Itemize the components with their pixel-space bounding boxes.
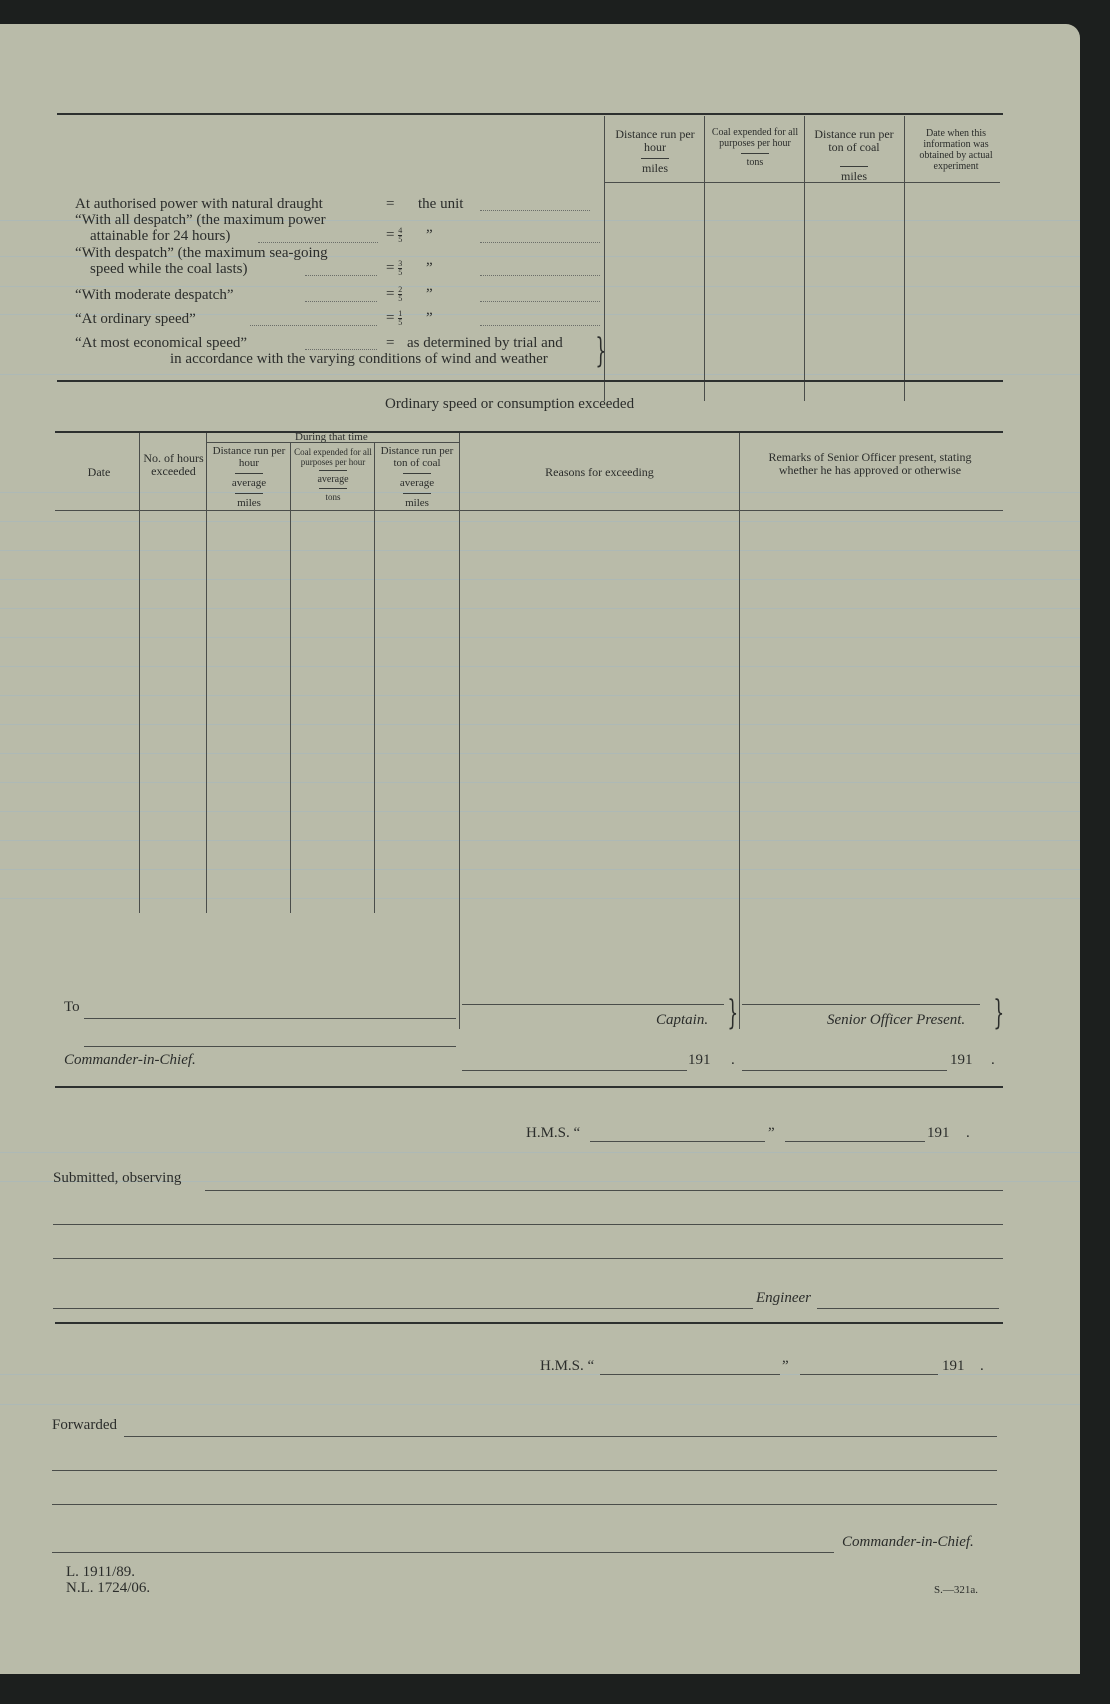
row-despatch-leader-a [305,275,377,276]
submitted-line-3[interactable] [53,1258,1003,1259]
row-all-despatch-leader-a [258,242,378,243]
forwarding-date-line[interactable] [800,1374,938,1375]
row-economical-brace: } [595,331,607,371]
mid-col-reasons-header: Reasons for exceeding [545,465,654,479]
to-line-2 [84,1046,456,1047]
row-authorised-power-label: At authorised power with natural draught [75,196,323,212]
row-moderate-leader-b [480,301,600,302]
col-coal-per-hour-header [708,127,802,168]
top-table-bottom-rule [57,380,1003,382]
row-authorised-eq: = [386,196,395,212]
senior-officer-date-period: . [991,1052,995,1068]
senior-officer-label: Senior Officer Present. [827,1012,966,1028]
submission-period: . [966,1125,970,1141]
row-economical-value: as determined by trial and [407,335,563,351]
row-despatch-label-2: speed while the coal lasts) [90,261,248,277]
mid-col-date-header: Date [87,465,111,479]
row-all-despatch-leader-b [480,242,600,243]
mid-col-hours-header: No. of hours exceeded [143,451,204,478]
row-moderate-leader-a [305,301,377,302]
senior-officer-date-year: 191 [950,1052,973,1068]
row-ordinary-eq: = $\frac{1}{5}$ ” [386,309,433,328]
mid-col-remarks-header: Remarks of Senior Officer present, stating whether he has approved or otherwise [768,450,972,477]
middle-header-rule [55,510,1003,511]
row-all-despatch-label-1: “With all despatch” (the maximum power [75,212,326,228]
to-label: To [64,999,80,1015]
row-ordinary-leader-a [250,325,377,326]
row-authorised-value: the unit [418,196,464,212]
row-economical-line2: in accordance with the varying conditions of wind and weather [170,351,548,367]
forwarding-ship-name-line[interactable] [600,1374,780,1375]
submission-year: 191 [927,1125,950,1141]
forwarded-line-3[interactable] [52,1504,997,1505]
row-authorised-leader [480,210,590,211]
forwarding-year: 191 [942,1358,965,1374]
section-title: Ordinary speed or consumption exceeded [385,396,635,412]
captain-date-year: 191 [688,1052,711,1068]
row-moderate-eq: = $\frac{2}{5}$ ” [386,285,433,304]
mid-col-divider-date [139,433,140,913]
to-commander-label: Commander-in-Chief. [64,1052,196,1068]
col-coal-per-hour-unit: tons [746,157,764,168]
col-distance-per-hour-header [608,128,702,175]
col-distance-per-ton-header [806,128,902,183]
mid-col-divider-hours [206,433,207,913]
col-distance-per-hour-unit: miles [642,161,668,175]
engineer-sign-line[interactable] [817,1308,999,1309]
col-date-experiment-title: Date when this information was obtained by actual experiment [919,128,993,172]
group-header-during-that-time: During that time [295,431,368,443]
forwarding-hms-close: ” [782,1358,789,1374]
footer-ref-2: N.L. 1724/06. [66,1580,151,1596]
submission-bottom-rule [55,1322,1003,1324]
form-page [0,24,1080,1674]
forwarding-commander-label: Commander-in-Chief. [842,1534,974,1550]
forwarded-label: Forwarded [52,1417,117,1433]
forwarding-period: . [980,1358,984,1374]
footer-ref-1: L. 1911/89. [66,1564,136,1580]
middle-table-bottom-rule [55,1086,1003,1088]
mid-col-divider-reasons [739,433,740,1029]
top-col-divider-3 [804,116,805,401]
forwarding-hms-label: H.M.S. “ [540,1358,595,1374]
middle-table-top-rule [55,431,1003,433]
submission-ship-name-line[interactable] [590,1141,765,1142]
row-despatch-eq: = $\frac{3}{5}$ ” [386,259,433,278]
mid-col-dist-hour-header: Distance run per hour average miles [212,445,286,509]
to-line-1 [84,1018,456,1019]
senior-officer-brace: } [993,993,1005,1033]
mid-col-divider-coal [374,442,375,913]
engineer-label: Engineer [756,1290,811,1306]
submission-hms-label: H.M.S. “ [526,1125,581,1141]
mid-col-divider-dist [290,442,291,913]
submitted-line-2[interactable] [53,1224,1003,1225]
captain-date-line [462,1070,687,1071]
forwarded-line-1[interactable] [124,1436,997,1437]
submission-hms-close: ” [768,1125,775,1141]
col-distance-per-ton-unit: miles [841,169,867,183]
row-ordinary-label: “At ordinary speed” [75,311,196,327]
top-header-rule [604,182,1000,183]
row-all-despatch-label-2: attainable for 24 hours) [90,228,231,244]
col-distance-per-ton-title: Distance run per ton of coal [814,127,894,154]
senior-officer-date-line [742,1070,947,1071]
submitted-line-4[interactable] [53,1308,753,1309]
col-coal-per-hour-title: Coal expended for all purposes per hour [711,127,799,149]
col-date-experiment-header [908,128,1004,172]
col-distance-per-hour-title: Distance run per hour [615,127,695,154]
captain-label: Captain. [656,1012,709,1028]
senior-officer-sign-line [742,1004,980,1005]
mid-col-coal-header: Coal expended for all purposes per hour average tons [294,447,372,502]
submitted-observing-label: Submitted, observing [53,1170,182,1186]
top-col-divider-4 [904,116,905,401]
captain-brace: } [727,993,739,1033]
top-col-divider-2 [704,116,705,401]
row-despatch-label-1: “With despatch” (the maximum sea-going [75,245,328,261]
row-all-despatch-eq: = $\frac{4}{5}$ ” [386,226,433,245]
mid-col-divider-disttons [459,433,460,1029]
captain-date-period: . [731,1052,735,1068]
footer-form-number: S.—321a. [934,1584,978,1596]
row-economical-eq: = [386,335,395,351]
forwarded-line-2[interactable] [52,1470,997,1471]
row-economical-label: “At most economical speed” [75,335,248,351]
row-economical-leader [305,349,377,350]
row-moderate-label: “With moderate despatch” [75,287,234,303]
row-ordinary-leader-b [480,325,600,326]
row-despatch-leader-b [480,275,600,276]
submitted-line-1[interactable] [205,1190,1003,1191]
forwarded-line-4[interactable] [52,1552,834,1553]
top-table-top-rule [57,113,1003,115]
captain-sign-line [462,1004,724,1005]
submission-date-line[interactable] [785,1141,925,1142]
mid-col-dist-ton-header: Distance run per ton of coal average miles [380,445,454,509]
